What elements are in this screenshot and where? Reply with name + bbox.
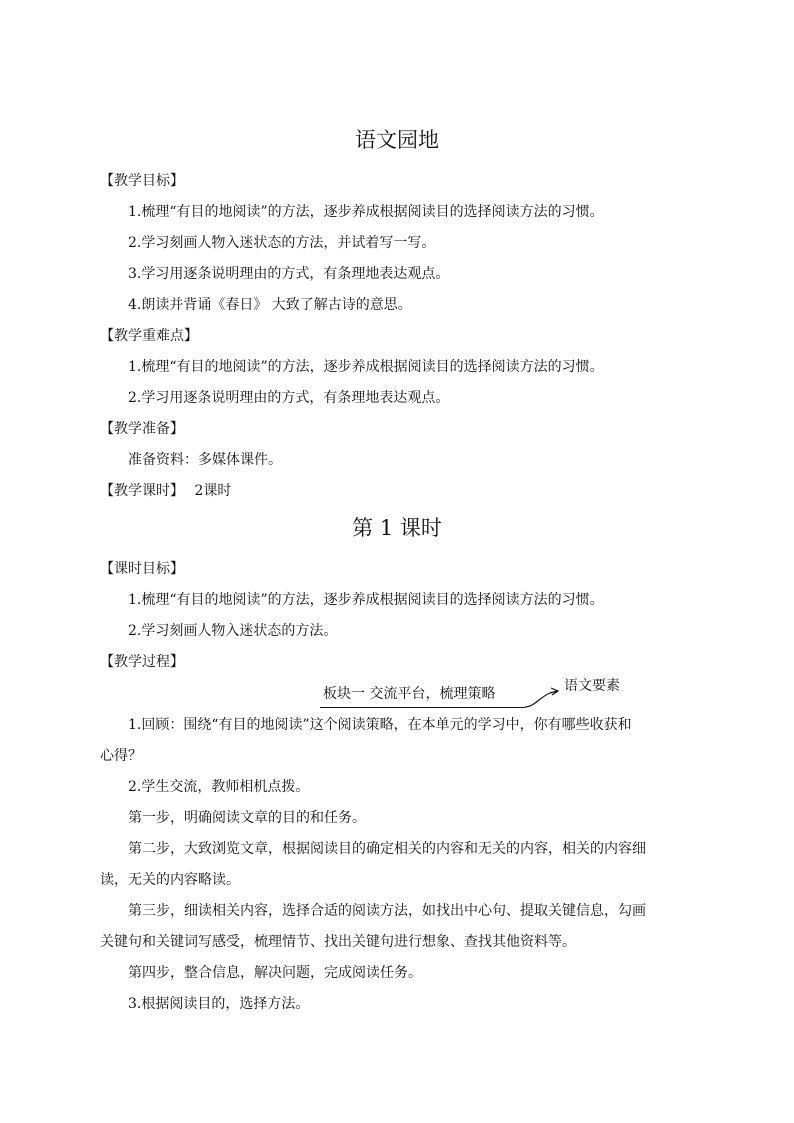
teaching-goal-item: 4.朗读并背诵《春日》 大致了解古诗的意思。 [128, 297, 412, 313]
key-point-item: 1.梳理“有目的地阅读”的方法，逐步养成根据阅读目的选择阅读方法的习惯。 [128, 359, 604, 375]
teaching-hours-value: 2课时 [194, 483, 232, 499]
preparation-text: 准备资料：多媒体课件。 [128, 452, 282, 468]
lesson-goals-heading: 【课时目标】 [100, 561, 184, 577]
process-heading: 【教学过程】 [100, 654, 184, 670]
teaching-goal-item: 2.学习刻画人物入迷状态的方法，并试着写一写。 [128, 235, 436, 251]
process-step: 读，无关的内容略读。 [100, 872, 240, 888]
process-paragraph: 心得？ [100, 748, 142, 764]
process-paragraph: 3.根据阅读目的，选择方法。 [128, 996, 310, 1012]
teaching-goals-heading: 【教学目标】 [100, 173, 184, 189]
teaching-hours-heading: 【教学课时】 [100, 483, 184, 499]
block-tag: 语文要素 [564, 678, 620, 694]
block-underline [320, 707, 525, 708]
curved-arrow-icon [524, 680, 564, 710]
key-points-heading: 【教学重难点】 [100, 328, 198, 344]
process-step: 第二步，大致浏览文章，根据阅读目的确定相关的内容和无关的内容，相关的内容细 [128, 841, 646, 857]
process-paragraph: 2.学生交流，教师相机点拨。 [128, 779, 310, 795]
process-step: 第四步，整合信息，解决问题，完成阅读任务。 [128, 965, 422, 981]
process-step: 第一步，明确阅读文章的目的和任务。 [128, 810, 366, 826]
block-label: 板块一 交流平台，梳理策略 [323, 686, 496, 702]
teaching-goal-item: 3.学习用逐条说明理由的方式，有条理地表达观点。 [128, 266, 450, 282]
page-title: 语文园地 [355, 128, 439, 152]
lesson-goal-item: 1.梳理“有目的地阅读”的方法，逐步养成根据阅读目的选择阅读方法的习惯。 [128, 592, 604, 608]
preparation-heading: 【教学准备】 [100, 421, 184, 437]
lesson-title: 第 1 课时 [352, 516, 442, 540]
block-heading [320, 680, 640, 710]
teaching-hours-line [100, 481, 231, 501]
key-point-item: 2.学习用逐条说明理由的方式，有条理地表达观点。 [128, 390, 450, 406]
process-step: 关键句和关键词写感受，梳理情节、找出关键句进行想象、查找其他资料等。 [100, 934, 576, 950]
teaching-goal-item: 1.梳理“有目的地阅读”的方法，逐步养成根据阅读目的选择阅读方法的习惯。 [128, 204, 604, 220]
lesson-goal-item: 2.学习刻画人物入迷状态的方法。 [128, 623, 338, 639]
process-step: 第三步，细读相关内容，选择合适的阅读方法，如找出中心句、提取关键信息，勾画 [128, 903, 646, 919]
process-paragraph: 1.回顾：围绕“有目的地阅读”这个阅读策略，在本单元的学习中，你有哪些收获和 [128, 717, 632, 733]
